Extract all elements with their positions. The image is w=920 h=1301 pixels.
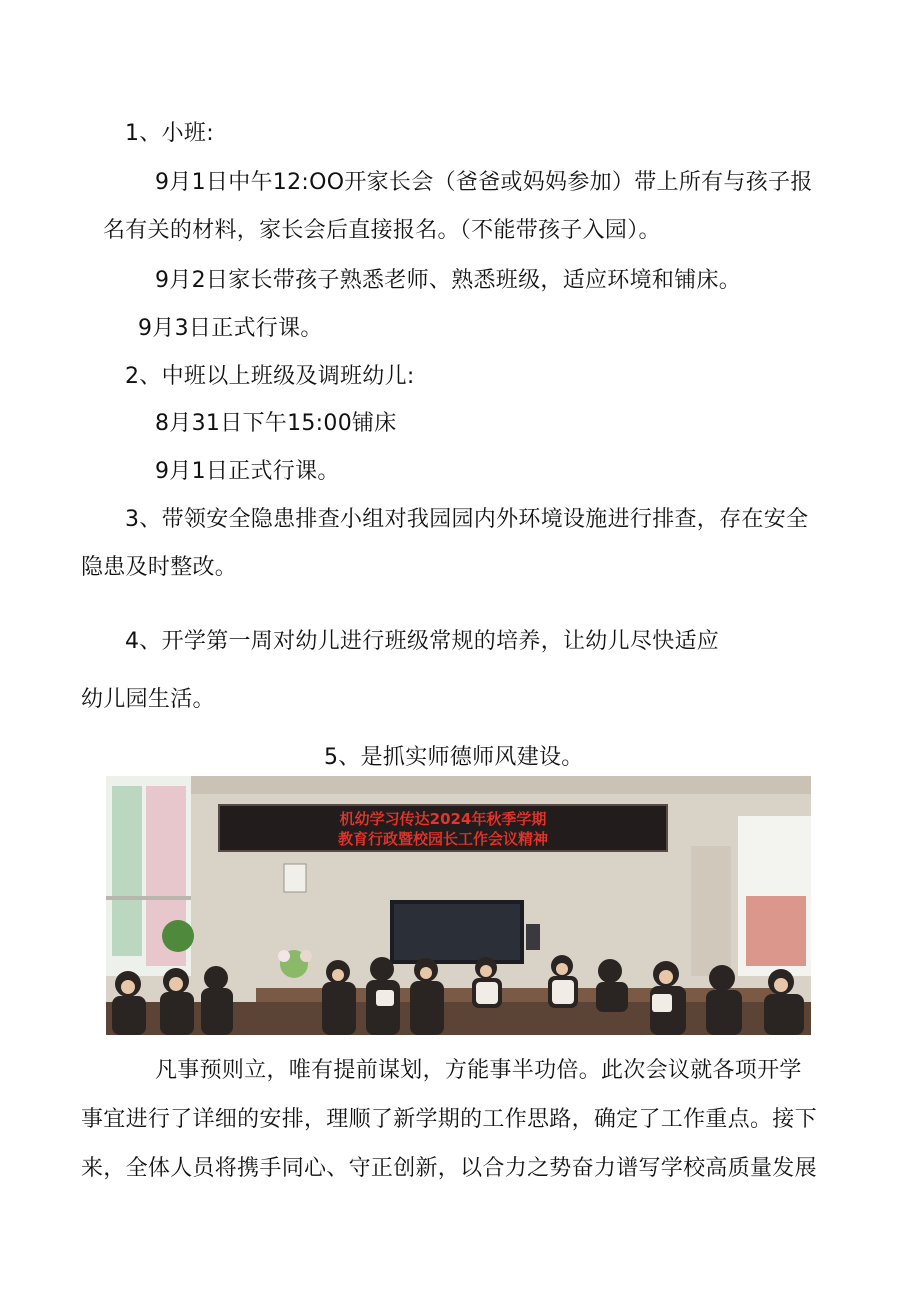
section-1-line-3: 9月2日家长带孩子熟悉老师、熟悉班级，适应环境和铺床。 (155, 268, 742, 293)
section-1-heading: 1、小班: (125, 121, 214, 146)
section-4-line-2: 幼儿园生活。 (81, 687, 215, 712)
section-2-heading: 2、中班以上班级及调班幼儿: (125, 364, 415, 389)
section-1-line-4: 9月3日正式行课。 (138, 316, 323, 341)
conclusion-line-3: 来，全体人员将携手同心、守正创新，以合力之势奋力谱写学校高质量发展 (81, 1156, 817, 1181)
section-2-line-1: 8月31日下午15:00铺床 (155, 411, 397, 436)
banner-line-2: 教育行政暨校园长工作会议精神 (337, 830, 549, 848)
conclusion-line-1: 凡事预则立，唯有提前谋划，方能事半功倍。此次会议就各项开学 (155, 1058, 802, 1083)
section-4-line-1: 4、开学第一周对幼儿进行班级常规的培养，让幼儿尽快适应 (125, 629, 720, 654)
section-3-line-1: 3、带领安全隐患排查小组对我园园内外环境设施进行排查，存在安全 (125, 507, 809, 532)
section-2-line-2: 9月1日正式行课。 (155, 459, 340, 484)
section-3-line-2: 隐患及时整改。 (81, 555, 238, 580)
section-5-heading: 5、是抓实师德师风建设。 (324, 745, 584, 770)
section-1-line-1: 9月1日中午12:OO开家长会（爸爸或妈妈参加）带上所有与孩子报 (155, 170, 813, 195)
banner-line-1: 机幼学习传达2024年秋季学期 (339, 810, 547, 828)
meeting-photo (106, 776, 811, 1035)
conclusion-line-2: 事宜进行了详细的安排，理顺了新学期的工作思路，确定了工作重点。接下 (81, 1107, 817, 1132)
section-1-line-2: 名有关的材料，家长会后直接报名。（不能带孩子入园）。 (103, 218, 661, 243)
